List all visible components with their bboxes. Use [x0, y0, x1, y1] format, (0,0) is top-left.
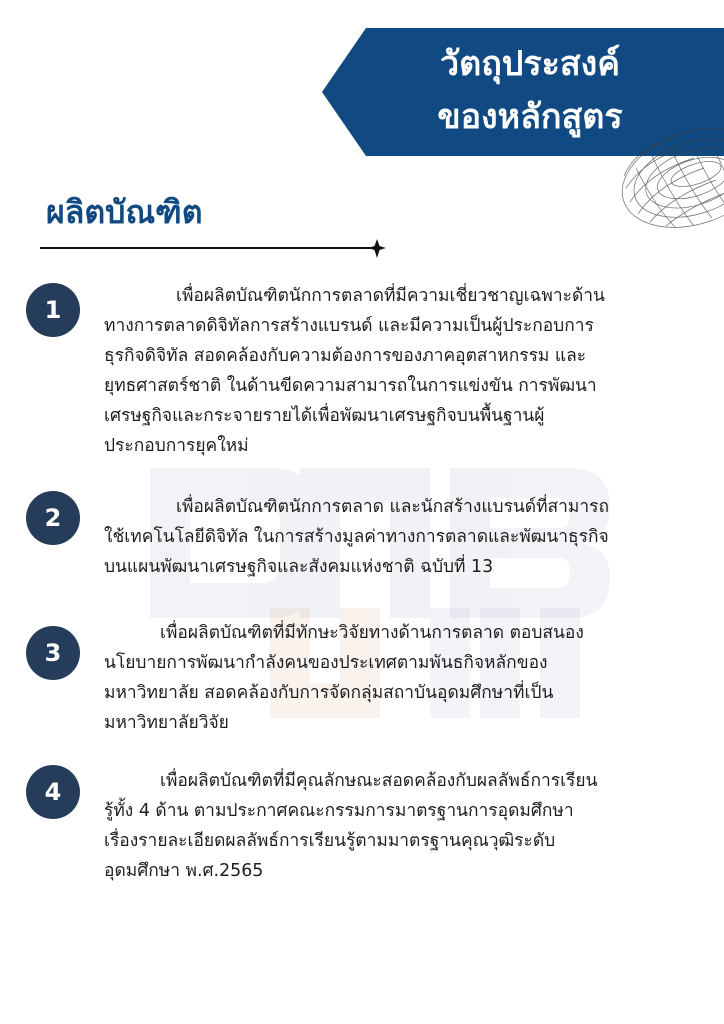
number-badge: 1 [26, 283, 80, 337]
text-line: เรื่องรายละเอียดผลลัพธ์การเรียนรู้ตามมาตรฐานคุณวุฒิระดับ [104, 831, 556, 851]
text-line: ยุทธศาสตร์ชาติ ในด้านขีดความสามารถในการแข่งขัน การพัฒนา [104, 376, 597, 396]
section-title: ผลิตบัณฑิต [46, 193, 203, 231]
objective-text [104, 492, 704, 582]
text-line: เพื่อผลิตบัณฑิตที่มีคุณลักษณะสอดคล้องกับผลลัพธ์การเรียน [160, 771, 598, 791]
number-badge: 2 [26, 491, 80, 545]
page-title-line-1: วัตถุประสงค์ [440, 44, 620, 84]
objective-text [104, 618, 704, 738]
text-line: ใช้เทคโนโลยีดิจิทัล ในการสร้างมูลค่าทางการตลาดและพัฒนาธุรกิจ [104, 527, 609, 547]
text-line: นโยบายการพัฒนากำลังคนของประเทศตามพันธกิจหลักของ [104, 653, 548, 673]
number-badge: 3 [26, 626, 80, 680]
text-line: ประกอบการยุคใหม่ [104, 436, 249, 456]
text-line: เพื่อผลิตบัณฑิตนักการตลาดที่มีความเชี่ยวชาญเฉพาะด้าน [176, 286, 605, 306]
text-line: อุดมศึกษา พ.ศ.2565 [104, 861, 264, 881]
text-line: เศรษฐกิจและกระจายรายได้เพื่อพัฒนาเศรษฐกิจบนพื้นฐานผู้ [104, 406, 545, 426]
text-line: ทางการตลาดดิจิทัลการสร้างแบรนด์ และมีความเป็นผู้ประกอบการ [104, 316, 594, 336]
objective-text [104, 281, 704, 461]
text-line: มหาวิทยาลัยวิจัย [104, 713, 229, 733]
text-line: รู้ทั้ง 4 ด้าน ตามประกาศคณะกรรมการมาตรฐานการอุดมศึกษา [104, 801, 574, 821]
text-line: ธุรกิจดิจิทัล สอดคล้องกับความต้องการของภาคอุตสาหกรรม และ [104, 346, 587, 366]
wireframe-torus-icon [616, 118, 724, 236]
page-title-line-2: ของหลักสูตร [437, 97, 623, 137]
sparkle-icon [368, 239, 386, 258]
section-divider [40, 239, 386, 259]
number-badge: 4 [26, 765, 80, 819]
text-line: บนแผนพัฒนาเศรษฐกิจและสังคมแห่งชาติ ฉบับที่ 13 [104, 557, 494, 577]
text-line: มหาวิทยาลัย สอดคล้องกับการจัดกลุ่มสถาบันอุดมศึกษาที่เป็น [104, 683, 554, 703]
objective-text [104, 766, 704, 886]
text-line: เพื่อผลิตบัณฑิตที่มีทักษะวิจัยทางด้านการตลาด ตอบสนอง [160, 623, 584, 643]
text-line: เพื่อผลิตบัณฑิตนักการตลาด และนักสร้างแบรนด์ที่สามารถ [176, 497, 610, 517]
